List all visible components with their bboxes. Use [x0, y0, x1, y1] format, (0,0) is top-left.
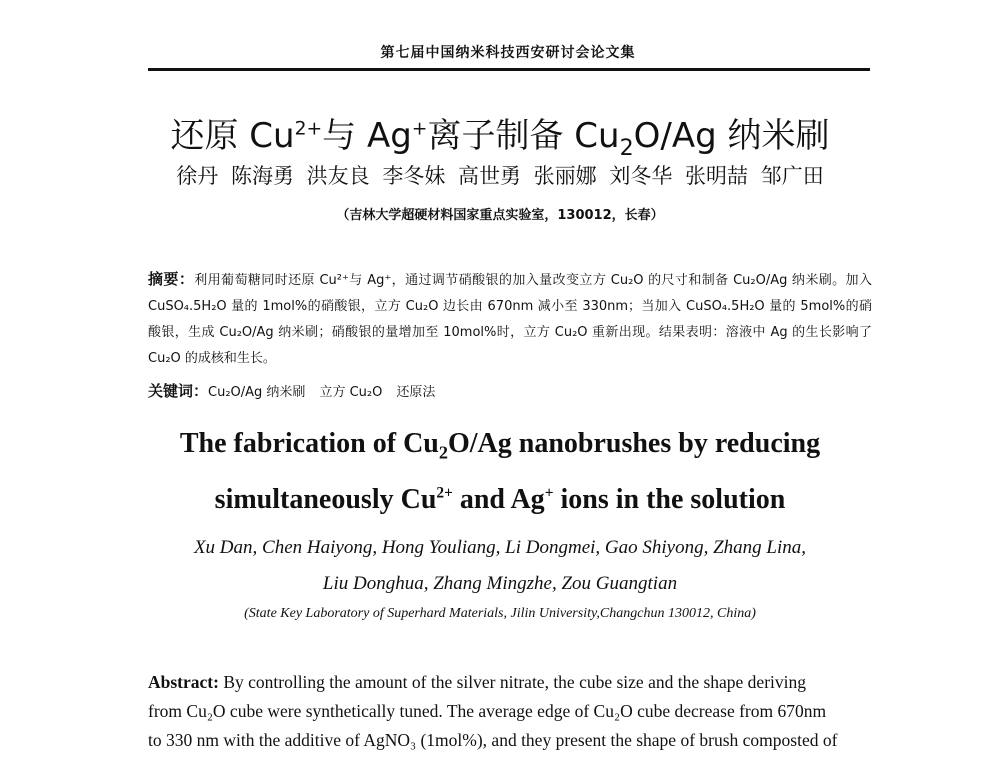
title-en-line2: [100, 472, 900, 528]
authors-chinese: 徐丹 陈海勇 洪友良 李冬妹 高世勇 张丽娜 刘冬华 张明喆 邹广田: [176, 164, 824, 188]
keyword-item: Cu₂O/Ag 纳米刷: [208, 385, 306, 400]
authors-en-line2: Liu Donghua, Zhang Mingzhe, Zou Guangtian: [322, 573, 678, 594]
authors-en-line1: Xu Dan, Chen Haiyong, Hong Youliang, Li Dongmei, Gao Shiyong, Zhang Lina,: [193, 537, 807, 558]
title-en-line1: [100, 416, 900, 472]
abstract-en-line1: By controlling the amount of the silver nitrate, the cube size and the shape deriving: [218, 672, 807, 692]
abstract-chinese: [148, 266, 872, 372]
title-en-l2c: ions in the solution: [553, 484, 786, 515]
title-zh-part2: 与 Ag: [322, 116, 412, 156]
abstract-zh-label: 摘要：: [148, 270, 195, 288]
keyword-item: 还原法: [396, 385, 436, 400]
title-en-l2b: and Ag: [452, 484, 545, 515]
title-en-l2-sup1: 2+: [436, 484, 453, 502]
title-zh-part4: O/Ag 纳米刷: [633, 116, 830, 156]
title-zh-sup2: +: [411, 118, 428, 140]
abstract-en-line: [148, 668, 872, 697]
abstract-en-line2: from Cu₂O cube were synthetically tuned. The average edge of Cu₂O cube decrease from 670nm: [148, 701, 827, 721]
affiliation-chinese: （吉林大学超硬材料国家重点实验室，130012，长春）: [336, 208, 664, 223]
title-en-l1a: The fabrication of Cu: [179, 428, 439, 459]
abstract-en-label: Abstract:: [148, 672, 219, 692]
abstract-zh-text: 利用葡萄糖同时还原 Cu²⁺与 Ag⁺，通过调节硝酸银的加入量改变立方 Cu₂O 的尺寸和制备 Cu₂O/Ag 纳米刷。加入 CuSO₄.5H₂O 量的 1mol%的硝酸银，立方 Cu₂O 边长由 670nm 减小至 330nm；当加入 CuSO₄.5H₂O 量的 5mol%的硝酸银，生成 Cu₂O/Ag 纳米刷；硝酸银的量增加至 10mol%时，立方 Cu₂O 重新出现。结果表明：溶液中 Ag 的生长影响了 Cu₂O 的成核和生长。: [148, 273, 872, 366]
title-en-l2-sup2: +: [544, 484, 554, 502]
title-zh-sub1: 2: [619, 134, 634, 161]
title-zh-part1: 还原 Cu: [170, 116, 295, 156]
abstract-en-line3: to 330 nm with the additive of AgNO₃ (1mol%), and they present the shape of brush composted of: [148, 730, 838, 750]
title-chinese: [100, 108, 900, 161]
header-rule: [148, 68, 870, 71]
keyword-item: 立方 Cu₂O: [319, 385, 383, 400]
title-en-l2a: simultaneously Cu: [214, 484, 437, 515]
affiliation-english: (State Key Laboratory of Superhard Materials, Jilin University,Changchun 130012, China): [244, 606, 756, 621]
keywords-chinese: [148, 378, 872, 406]
running-head: 第七届中国纳米科技西安研讨会论文集: [380, 45, 636, 61]
title-english: [100, 416, 900, 528]
title-zh-part3: 离子制备 Cu: [427, 116, 620, 156]
title-en-l1-sub: 2: [438, 442, 448, 463]
title-zh-sup1: 2+: [294, 118, 323, 140]
abstract-english: [148, 668, 872, 755]
title-en-l1b: O/Ag nanobrushes by reducing: [447, 428, 821, 459]
authors-english: [100, 530, 900, 602]
keywords-zh-label: 关键词：: [148, 382, 209, 400]
